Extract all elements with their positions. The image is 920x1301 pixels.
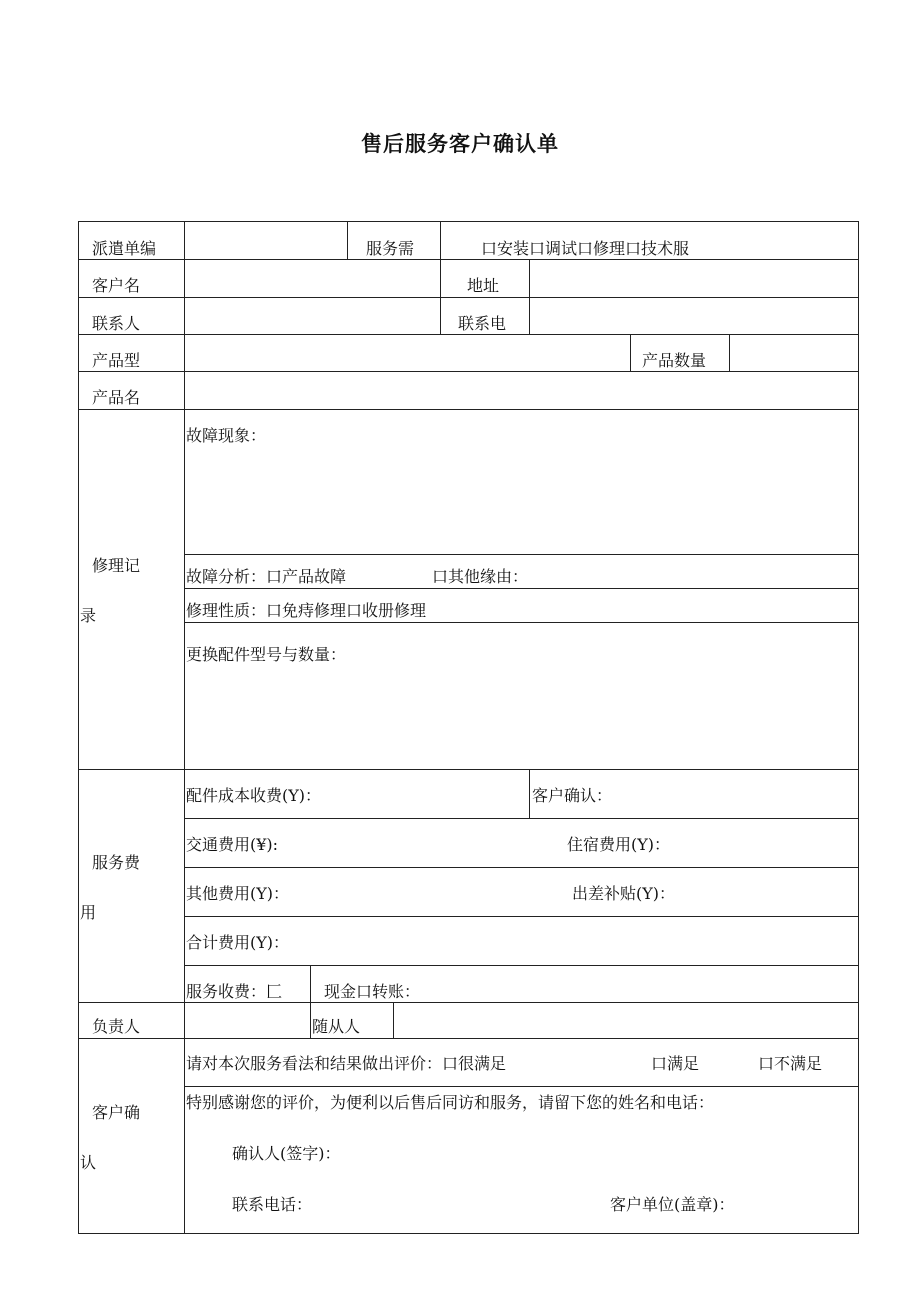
row-divider	[78, 1002, 859, 1003]
dispatch-number-field[interactable]	[186, 224, 346, 258]
product-qty-field[interactable]	[731, 336, 857, 370]
address-label: 地址	[467, 276, 500, 295]
product-model-field[interactable]	[186, 336, 628, 370]
option-satisfied[interactable]: 口满足	[651, 1054, 700, 1073]
follower-field[interactable]	[395, 1004, 857, 1036]
fee-divider	[184, 965, 859, 966]
service-need-label: 服务需	[366, 239, 415, 258]
customer-confirm-label-cont: 认	[80, 1153, 97, 1172]
responsible-label: 负责人	[92, 1017, 141, 1036]
fee-divider	[184, 867, 859, 868]
col-divider	[310, 1002, 311, 1039]
total-fee[interactable]: 合计费用(Y)：	[186, 933, 290, 952]
service-fee-label: 服务费	[92, 853, 141, 872]
parts-cost[interactable]: 配件成本收费(Y)：	[186, 786, 322, 805]
row-divider	[78, 259, 859, 260]
address-field[interactable]	[531, 261, 857, 295]
contact-phone[interactable]: 联系电话：	[232, 1195, 313, 1214]
other-fee[interactable]: 其他费用(Y)：	[186, 884, 290, 903]
repair-nature[interactable]: 修理性质：口免痔修理口收册修理	[186, 601, 427, 620]
repair-divider	[184, 588, 859, 589]
signer-signature[interactable]: 确认人(签字)：	[232, 1144, 341, 1163]
col-divider	[310, 965, 311, 1003]
repair-record-label: 修理记	[92, 556, 141, 575]
payment-method[interactable]: 现金口转账：	[324, 982, 421, 1001]
repair-divider	[184, 554, 859, 555]
product-model-label: 产品型	[92, 351, 141, 370]
service-type-options[interactable]: 口安装口调试口修理口技术服	[481, 239, 690, 258]
fee-divider	[184, 916, 859, 917]
contact-person-field[interactable]	[186, 299, 438, 333]
col-divider	[440, 221, 441, 260]
contact-phone-label: 联系电	[458, 314, 507, 333]
product-qty-label: 产品数量	[642, 351, 707, 370]
customer-name-label: 客户名	[92, 276, 141, 295]
customer-name-field[interactable]	[186, 261, 438, 295]
col-divider	[630, 334, 631, 372]
row-divider	[78, 334, 859, 335]
page-title: 售后服务客户确认单	[361, 132, 559, 156]
col-divider	[440, 259, 441, 335]
evaluation-prompt[interactable]: 请对本次服务看法和结果做出评价：口很满足	[186, 1054, 507, 1073]
row-divider	[78, 371, 859, 372]
label-column-divider	[184, 221, 185, 1234]
table-border-top	[78, 221, 859, 222]
lodging-fee[interactable]: 住宿费用(Y)：	[567, 835, 671, 854]
col-divider	[393, 1002, 394, 1039]
service-fee-label-cont: 用	[80, 903, 97, 922]
travel-allowance[interactable]: 出差补贴(Y)：	[572, 884, 676, 903]
thanks-note: 特别感谢您的评价，为便利以后售后同访和服务，请留下您的姓名和电话：	[186, 1093, 715, 1112]
dispatch-number-label: 派遣单编	[92, 239, 157, 258]
table-border-left	[78, 221, 79, 1234]
fault-symptom[interactable]: 故障现象：	[186, 426, 267, 445]
service-charge[interactable]: 服务收费：匚	[186, 982, 283, 1001]
other-cause[interactable]: 口其他缘由：	[432, 567, 529, 586]
confirm-divider	[184, 1086, 859, 1087]
option-not-satisfied[interactable]: 口不满足	[758, 1054, 823, 1073]
row-divider	[78, 297, 859, 298]
product-name-label: 产品名	[92, 388, 141, 407]
customer-confirm-label: 客户确	[92, 1103, 141, 1122]
fault-analysis[interactable]: 故障分析：口产品故障	[186, 567, 347, 586]
replaced-parts[interactable]: 更换配件型号与数量：	[186, 645, 347, 664]
col-divider	[529, 769, 530, 819]
fee-divider	[184, 818, 859, 819]
product-name-field[interactable]	[186, 373, 857, 407]
customer-confirm[interactable]: 客户确认：	[532, 786, 613, 805]
customer-unit-seal[interactable]: 客户单位(盖章)：	[610, 1195, 735, 1214]
col-divider	[529, 259, 530, 335]
col-divider	[729, 334, 730, 372]
follower-label: 随从人	[312, 1017, 361, 1036]
contact-person-label: 联系人	[92, 314, 141, 333]
contact-phone-field[interactable]	[531, 299, 857, 333]
repair-divider	[184, 622, 859, 623]
row-divider	[78, 409, 859, 410]
row-divider	[78, 769, 859, 770]
table-border-bottom	[78, 1233, 859, 1234]
col-divider	[347, 221, 348, 260]
transport-fee[interactable]: 交通费用(¥):	[186, 835, 279, 854]
responsible-field[interactable]	[186, 1004, 308, 1036]
table-border-right	[858, 221, 859, 1234]
row-divider	[78, 1038, 859, 1039]
repair-record-label-cont: 录	[80, 606, 97, 625]
